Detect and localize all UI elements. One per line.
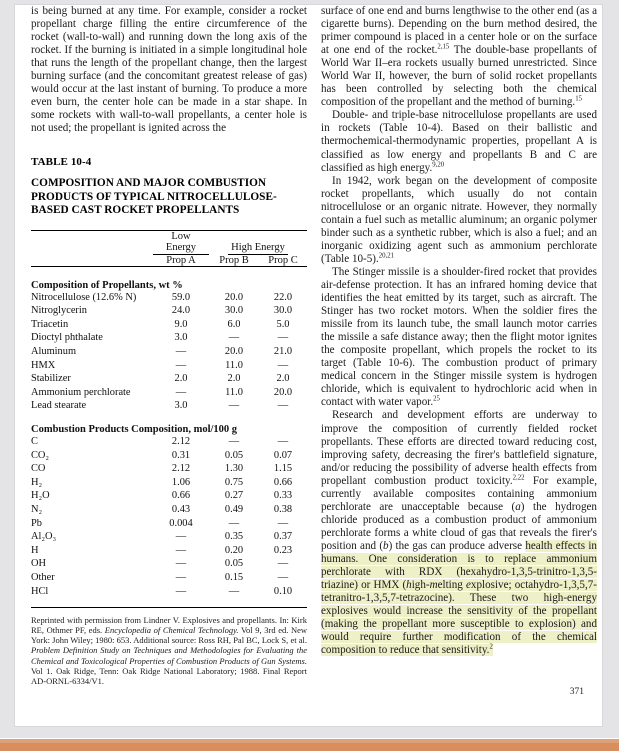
right-p5-italic-b: b xyxy=(383,539,389,552)
row-value-c: 0.37 xyxy=(273,531,293,543)
row-value-c: 0.23 xyxy=(273,544,293,556)
table-row xyxy=(31,489,307,503)
table-title: COMPOSITION AND MAJOR COMBUSTION PRODUCTS OF TYPICAL NITROCELLULOSE-BASED CAST ROCKET PROPELLANTS xyxy=(31,177,277,217)
table-source-caption xyxy=(31,615,307,686)
caption-italic-1: Encyclopedia of Chemical Technology. xyxy=(104,625,239,636)
row-value-b: — xyxy=(228,517,240,529)
highlight-italic-2: m xyxy=(429,579,438,592)
right-paragraph-1 xyxy=(321,5,597,109)
table-row xyxy=(31,585,307,599)
table-row xyxy=(31,345,307,359)
row-label: Stabilizer xyxy=(31,373,71,385)
table-row xyxy=(31,435,307,449)
caption-part-1: Reprinted with permission from Lindner V. Explosives and propellants. In: Kirk RE, Othmer PF, eds. xyxy=(31,615,307,636)
row-value-b: 0.27 xyxy=(224,490,244,502)
page-number: 371 xyxy=(569,687,584,697)
section-heading-combustion: Combustion Products Composition, mol/100 g xyxy=(31,424,238,436)
table-bottom-rule-row xyxy=(31,598,307,608)
section-heading-composition: Composition of Propellants, wt % xyxy=(31,279,183,291)
row-value-b: — xyxy=(228,400,240,412)
row-value-c: — xyxy=(277,558,289,570)
col-header-blank xyxy=(31,255,153,267)
highlight-text-2: igh- xyxy=(411,579,430,592)
row-label: Triacetin xyxy=(31,318,69,330)
table-row xyxy=(31,449,307,463)
propellant-composition-table xyxy=(31,230,307,608)
row-label: Nitrocellulose (12.6% N) xyxy=(31,291,137,303)
row-value-a: — xyxy=(175,386,187,398)
caption-part-3: Vol 1. Oak Ridge, Tenn: Oak Ridge National Laboratory; 1988. Final Report AD-ORNL-6334/V1. xyxy=(31,665,307,686)
row-value-b: 2.0 xyxy=(227,373,241,385)
row-value-c: — xyxy=(277,400,289,412)
table-row xyxy=(31,318,307,332)
row-value-b: 0.05 xyxy=(224,449,244,461)
table-row xyxy=(31,359,307,373)
table-row xyxy=(31,462,307,476)
row-label: Dioctyl phthalate xyxy=(31,332,103,344)
table-row xyxy=(31,304,307,318)
row-value-c: 1.15 xyxy=(273,463,293,475)
row-value-b: 20.0 xyxy=(224,346,244,358)
row-value-c: 0.10 xyxy=(273,585,293,597)
row-label: C xyxy=(31,436,38,448)
left-column xyxy=(31,5,307,686)
row-value-c: 21.0 xyxy=(273,346,293,358)
viewer-bottom-bar xyxy=(0,738,619,751)
row-value-c: — xyxy=(277,517,289,529)
row-label: HCl xyxy=(31,585,49,597)
row-value-a: 0.66 xyxy=(171,490,191,502)
row-value-a: — xyxy=(175,585,187,597)
table-row xyxy=(31,291,307,305)
row-label: HMX xyxy=(31,359,56,371)
row-value-b: — xyxy=(228,332,240,344)
row-label: Nitroglycerin xyxy=(31,305,87,317)
row-value-a: — xyxy=(175,346,187,358)
row-value-a: 2.0 xyxy=(174,373,188,385)
group-header-blank xyxy=(31,230,153,255)
row-value-c: 2.0 xyxy=(276,373,290,385)
row-value-b: 0.15 xyxy=(224,571,244,583)
row-value-a: 1.06 xyxy=(171,476,191,488)
row-value-a: 0.31 xyxy=(171,449,191,461)
row-value-b: 11.0 xyxy=(225,386,243,398)
row-label: H xyxy=(31,544,39,556)
row-value-a: 3.0 xyxy=(174,400,188,412)
row-label: H₂O xyxy=(31,490,50,502)
table-row xyxy=(31,557,307,571)
row-label: Lead stearate xyxy=(31,400,87,412)
right-p2-text: Double- and triple-base nitrocellulose propellants are used in rockets (Table 10-4). Based on their ballistic and thermochemical-thermodynamic properties, propellant A is classified as low energy and propellants B and C are classified as high energy. xyxy=(321,109,597,174)
row-label: OH xyxy=(31,558,47,570)
row-value-a: 2.12 xyxy=(171,436,191,448)
row-label: N₂ xyxy=(31,504,43,515)
right-paragraph-3 xyxy=(321,175,597,266)
row-value-b: 1.30 xyxy=(224,463,244,475)
group-header-low-energy xyxy=(153,230,209,255)
right-paragraph-5 xyxy=(321,409,597,657)
row-value-c: — xyxy=(277,571,289,583)
row-value-a: 2.12 xyxy=(171,463,191,475)
viewer-bottom-bar-highlight xyxy=(0,739,619,743)
right-p1-ref-2: 15 xyxy=(575,95,582,103)
row-value-a: — xyxy=(175,571,187,583)
row-value-c: 0.33 xyxy=(273,490,293,502)
right-p1-text-a: surface of one end and burns lengthwise to the other end (as a cigarette burns). Depending on the burn method desired, the primer compound is placed in a center hole or on the surface at one end of the rocket. xyxy=(321,5,597,57)
row-value-b: 20.0 xyxy=(224,291,244,303)
highlight-ref: 2 xyxy=(489,643,493,651)
row-value-a: 59.0 xyxy=(171,291,191,303)
page-columns xyxy=(15,5,603,727)
row-value-c: 30.0 xyxy=(273,305,293,317)
right-p5-text-b: For example, currently available composites containing ammonium perchlorate are unacceptable because ( xyxy=(321,474,597,513)
row-value-c: 22.0 xyxy=(273,291,293,303)
right-paragraph-4 xyxy=(321,266,597,410)
row-value-b: 0.75 xyxy=(224,476,244,488)
col-header-prop-a: Prop A xyxy=(166,254,196,266)
caption-part-2: Vol 9, 3rd ed. New York: John Wiley; 1980: 653. Additional source: Ross RH, Pal BC, Lock S, et al. xyxy=(31,625,308,646)
table-row xyxy=(31,571,307,585)
table-group-header-row xyxy=(31,230,307,255)
row-label: CO xyxy=(31,463,46,475)
row-value-c: 0.07 xyxy=(273,449,293,461)
table-row xyxy=(31,544,307,558)
row-value-a: — xyxy=(175,558,187,570)
row-value-c: 20.0 xyxy=(273,386,293,398)
row-label: Aluminum xyxy=(31,346,77,358)
row-value-a: 9.0 xyxy=(174,318,188,330)
row-label: CO₂ xyxy=(31,449,50,461)
row-value-c: — xyxy=(277,359,289,371)
right-column xyxy=(321,5,597,657)
table-number-label: TABLE 10-4 xyxy=(31,156,92,169)
right-p4-ref: 25 xyxy=(433,395,440,403)
table-row xyxy=(31,372,307,386)
row-value-b: 11.0 xyxy=(225,359,243,371)
right-p3-ref: 20,21 xyxy=(378,252,395,260)
row-label: Other xyxy=(31,571,55,583)
right-p1-ref-1: 2,15 xyxy=(437,43,450,51)
highlight-italic-3: e xyxy=(465,579,471,592)
row-value-b: 0.35 xyxy=(224,531,244,543)
right-p1-text-b: The double-base propellants of World War II–era rockets usually burned unrestricted. Since World War II, however, the burn of solid rocket propellants has been controlled by selecting both the chemical composition of the propellant and the method of burning. xyxy=(321,44,597,109)
row-label: Pb xyxy=(31,517,42,529)
table-row xyxy=(31,530,307,544)
row-value-c: 0.66 xyxy=(273,476,293,488)
row-value-a: 3.0 xyxy=(174,332,188,344)
table-row xyxy=(31,503,307,517)
row-value-c: 5.0 xyxy=(276,318,290,330)
right-p5-text-a: Research and development efforts are underway to improve the composition of currently fielded rocket propellants. These efforts are directed toward reducing cost, improving safety, decreasing the firer's battlefield signature, and/or reducing the possibility of adverse health effects from propellant combustion product toxicity. xyxy=(321,409,597,487)
table-row xyxy=(31,331,307,345)
right-p5-text-d: ) the gas can produce adverse xyxy=(388,539,526,552)
highlight-text-1: health effects in humans. One consideration is to replace ammonium perchlorate with RDX (hexahydro-1,3,5-trinitro-1,3,5-triazine) or HMX ( xyxy=(321,539,597,592)
row-value-a: 0.004 xyxy=(169,517,193,529)
row-value-b: — xyxy=(228,436,240,448)
group-header-high-energy xyxy=(209,230,307,255)
right-p5-italic-a: a xyxy=(515,500,521,513)
table-column-header-row xyxy=(31,255,307,267)
right-p4-text: The Stinger missile is a shoulder-fired rocket that provides air-defense protection. It has an infrared homing device that identifies the heat emitted by its target, such as aircraft. The Stinger has two rocket motors. When the soldier fires the missile from its launch tube, the small launch motor carries the missile a safe distance away; then the flight motor ignites the composite propellant, which propels the rocket to its target (Table 10-6). The combustion product of primary medical concern in the Stinger missile system is hydrogen chloride, which is equivalent to hydrochloric acid when in contact with water vapor. xyxy=(321,265,597,409)
col-header-prop-c: Prop C xyxy=(268,254,298,266)
row-value-a: 24.0 xyxy=(171,305,191,317)
table-row xyxy=(31,386,307,400)
col-header-prop-b: Prop B xyxy=(219,254,249,266)
right-p5-ref: 2,22 xyxy=(512,474,525,481)
row-label: Al₂O₃ xyxy=(31,531,57,543)
table-row xyxy=(31,517,307,531)
row-value-b: — xyxy=(228,585,240,597)
row-label: Ammonium perchlorate xyxy=(31,386,131,398)
row-value-b: 0.49 xyxy=(224,504,244,515)
row-value-a: — xyxy=(175,359,187,371)
caption-italic-2: Problem Definition Study on Techniques and Methodologies for Evaluating the Chemical and Toxicological Properties of Combustion Products of Gun Systems. xyxy=(31,645,307,666)
table-row xyxy=(31,399,307,413)
group-header-low-energy-label: Low Energy xyxy=(153,231,209,255)
highlight-text-4: xplosive; octahydro-1,3,5,7-tetranitro-1,3,5,7-tetrazocine). These two high-energy explosives would increase the sensitivity of the propellant (making the propellant more susceptible to explosion) and would require further modification of the chemical composition to reduce that sensitivity. xyxy=(321,579,597,657)
row-value-c: — xyxy=(277,332,289,344)
row-value-b: 30.0 xyxy=(224,305,244,317)
table-section-heading-row xyxy=(31,413,307,435)
table-row xyxy=(31,476,307,490)
row-value-a: — xyxy=(175,531,187,543)
right-p5-text-c: ) the hydrogen chloride produced as a combustion product of ammonium perchlorate forms a white cloud of gas that reveals the firer's position and ( xyxy=(321,500,597,552)
right-p3-text: In 1942, work began on the development of composite rocket propellants, which usually do not contain nitrocellulose or an organic nitrate. However, they normally contain a fuel such as metallic aluminum; an organic polymer binder such as a synthetic rubber, which is also a fuel; and an inorganic oxidizing agent such as ammonium perchlorate (Table 10-5). xyxy=(321,174,597,265)
group-header-high-energy-label: High Energy xyxy=(228,242,288,255)
highlight-italic-1: h xyxy=(406,579,412,592)
row-value-c: 0.38 xyxy=(273,504,293,515)
row-value-a: 0.43 xyxy=(171,504,191,515)
row-value-a: — xyxy=(175,544,187,556)
left-paragraph-1: is being burned at any time. For example, consider a rocket propellant charge filling the entire circumference of the rocket (wall-to-wall) and running down the long axis of the rocket. If the burning is initiated in a simple longitudinal hole that runs the length of the propellant change, then the largest burning surface (and the concomitant greatest release of gas) would occur at the last instant of burning. To produce a more even burn, the center hole can be made in a star shape. In some rockets with wall-to-wall propellants, a center hole is not used; the propellant is ignited across the xyxy=(31,5,307,135)
table-section-heading-row xyxy=(31,269,307,291)
highlight-text-3: elting xyxy=(437,579,466,592)
row-value-b: 0.05 xyxy=(224,558,244,570)
row-value-b: 0.20 xyxy=(224,544,244,556)
document-page xyxy=(14,4,603,727)
row-value-b: 6.0 xyxy=(227,318,241,330)
row-value-c: — xyxy=(277,436,289,448)
row-label: H₂ xyxy=(31,476,43,488)
right-paragraph-2 xyxy=(321,109,597,174)
highlighted-passage xyxy=(321,540,597,656)
right-p2-ref: 9,20 xyxy=(432,160,445,168)
